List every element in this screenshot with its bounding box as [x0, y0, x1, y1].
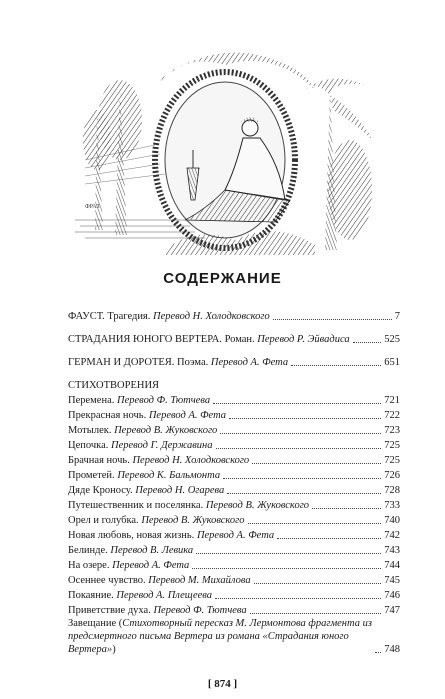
svg-text:ФРАЗ: ФРАЗ [85, 204, 100, 210]
list-item: Цепочка. Перевод Г. Державина 725 [68, 440, 400, 451]
poem-entries [68, 394, 400, 617]
list-item: Перемена. Перевод Ф. Тютчева 721 [68, 395, 400, 406]
list-item: Путешественник и поселянка. Перевод В. Жуковского 733 [68, 500, 400, 511]
list-item: ГЕРМАН И ДОРОТЕЯ. Поэма. Перевод А. Фета 651 [68, 357, 400, 368]
page-number: [ 874 ] [207, 678, 238, 690]
list-item: Белинде. Перевод В. Левика 743 [68, 545, 400, 556]
list-item: Дядe Кроносу. Перевод Н. Огарева 728 [68, 485, 400, 496]
list-item: Осеннее чувство. Перевод М. Михайлова 745 [68, 575, 400, 586]
engraving-illustration [75, 50, 375, 255]
list-item: СТРАДАНИЯ ЮНОГО ВЕРТЕРА. Роман. Перевод Р. Эйвадиса 525 [68, 334, 400, 345]
list-item: Прометей. Перевод К. Бальмонта 726 [68, 470, 400, 481]
list-item: На озере. Перевод А. Фета 744 [68, 560, 400, 571]
list-item: Завещание (Стихотворный пересказ М. Лермонтова фрагмента из предсмертного письма Вертера из романа «Страдания юного Вертера») 748 [68, 618, 400, 655]
table-of-contents [68, 310, 400, 656]
section-label: СТИХОТВОРЕНИЯ [68, 380, 160, 391]
list-item: Прекрасная ночь. Перевод А. Фета 722 [68, 410, 400, 421]
list-item: Новая любовь, новая жизнь. Перевод А. Фета 742 [68, 530, 400, 541]
list-item: Брачная ночь. Перевод Н. Холодковского 725 [68, 455, 400, 466]
list-item: Приветствие духа. Перевод Ф. Тютчева 747 [68, 605, 400, 616]
list-item: ФАУСТ. Трагедия. Перевод Н. Холодковского 7 [68, 311, 400, 322]
list-item: Покаяние. Перевод А. Плещеева 746 [68, 590, 400, 601]
list-item: Мотылек. Перевод В. Жуковского 723 [68, 425, 400, 436]
list-item: Орел и голубка. Перевод В. Жуковского 740 [68, 515, 400, 526]
main-entries [68, 310, 400, 369]
page-title: СОДЕРЖАНИЕ [163, 270, 282, 287]
